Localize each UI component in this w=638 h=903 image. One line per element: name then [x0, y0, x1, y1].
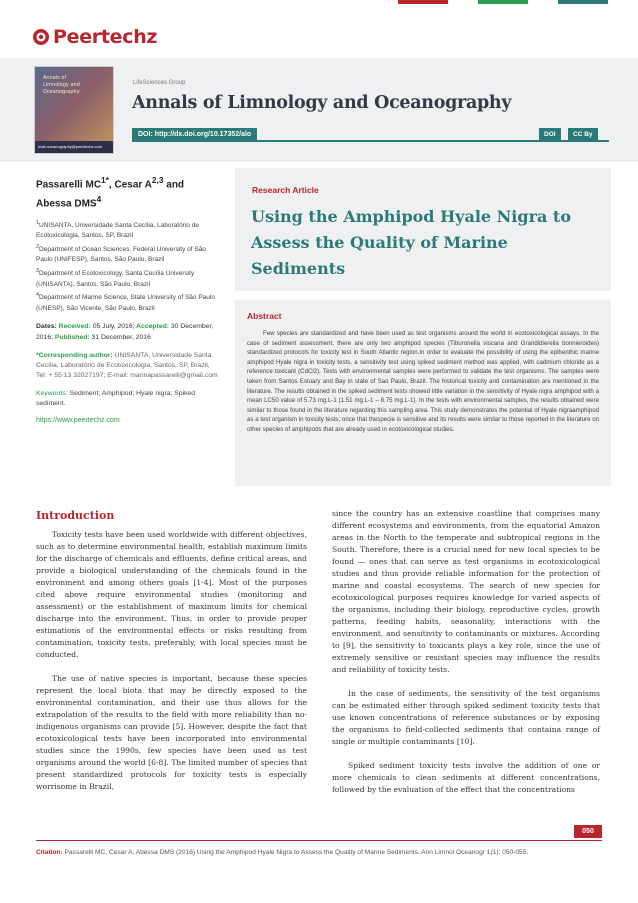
footer-divider: [36, 840, 602, 841]
affiliations: [36, 218, 220, 315]
journal-title: Annals of Limnology and Oceanography: [132, 93, 512, 113]
page-number: 050: [574, 825, 602, 838]
introduction-heading: Introduction: [36, 509, 115, 522]
affiliation-1-text: UNISANTA, Universidade Santa Cecília, Laboratório de Ecotoxicologia, Santos, SP, Brazil: [36, 221, 199, 240]
affiliation-3-num: 3: [36, 267, 40, 274]
author-2: , Cesar A: [108, 179, 152, 191]
top-bar-teal-block: [558, 0, 608, 4]
affiliation-1-num: 1: [36, 219, 40, 226]
journal-cover-image: [34, 66, 114, 154]
citation-label: Citation:: [36, 849, 63, 856]
affiliation-2-text: Department of Ocean Sciences. Federal University of São Paulo (UNIFESP), Santos, São Paulo, Brazil: [36, 245, 206, 264]
journal-doi-link[interactable]: DOI: http://dx.doi.org/10.17352/alo: [132, 128, 257, 142]
corresponding-author: [36, 351, 220, 381]
peertechz-logo-icon: [32, 28, 50, 46]
top-color-bar: [0, 0, 638, 4]
article-title: Using the Amphipod Hyale Nigra to Assess the Quality of Marine Sediments: [251, 207, 571, 278]
author-1-sup: 1*: [101, 175, 109, 185]
citation-footer: [36, 848, 602, 858]
affiliation-2-num: 2: [36, 243, 40, 250]
abstract-heading: Abstract: [247, 311, 282, 321]
cover-line-1: Annals of: [43, 75, 67, 81]
body-paragraph: In the case of sediments, the sensitivity of the test organisms can be estimated either through spiked sediment toxicity tests that use known concentrations of reference substances or by exposing the organisms to field-collected sediments that containa range of single or multiple contaminants [10].: [332, 689, 600, 746]
body-column-left: [36, 510, 307, 793]
website-link[interactable]: https://www.peertechz.com: [36, 417, 120, 425]
affiliation-1: [36, 218, 220, 242]
corresponding-label: *Corresponding author:: [36, 352, 113, 360]
doi-bar: [132, 128, 609, 142]
affiliation-4-num: 4: [36, 292, 40, 299]
author-3: Abessa DMS: [36, 198, 97, 210]
dates-label: Dates:: [36, 323, 57, 331]
cover-strip-text: mail.oceanography@peertechz.com: [38, 144, 103, 149]
affiliation-3: [36, 266, 220, 290]
accepted-date: 30 December, 2016;: [36, 323, 214, 341]
cover-strip: [35, 141, 113, 153]
peertechz-logo[interactable]: [32, 26, 157, 48]
received-date: 05 July, 2016;: [92, 323, 135, 331]
keywords: [36, 389, 220, 409]
body-column-right: [332, 508, 600, 796]
received-label: Received:: [58, 323, 91, 331]
published-label: Published:: [54, 333, 90, 341]
cover-line-2: Limnology and: [43, 82, 80, 88]
article-type: Research Article: [252, 185, 319, 195]
author-list: [36, 173, 220, 212]
doi-badge[interactable]: DOI: [539, 128, 561, 142]
body-paragraph: since the country has an extensive coastline that comprises many different ecosystems and environments, from the equatorial Amazon areas in the North to the temperate and subtropical regions in the South. Therefore, there is a crucial need for new local species to be found — ones that can serve as test organisms in ecotoxicological studies and thus provide reliable information for the protection of marine and coastal ecosystems. The search of new species for ecotoxicological purposes requires knowledge for varied aspects of the organisms, including their biology, reproductive cycles, growth patterns, feeding habits, seasonality, interactions with the environment, and sensitivity to contaminants or mixtures. According to [9], the sensitivity to toxicants plays a key role, since the use of extremely sensitive or resistant species may influence the results and reliability of toxicity tests.: [332, 509, 600, 674]
author-and: and: [163, 179, 185, 191]
logo-text: Peertechz: [53, 26, 158, 48]
affiliation-3-text: Department of Ecotoxicology. Santa Cecília University (UNISANTA), Santos, São Paulo, Brazil: [36, 270, 195, 288]
body-paragraph: Spiked sediment toxicity tests involve the addition of one or more chemicals to clean sediments at different concentrations, followed by the evaluation of the effect that the concentrations: [332, 761, 600, 794]
keywords-text: Sediment; Amphipod; Hyale nigra; Spiked sediment.: [36, 390, 196, 408]
published-date: 31 December, 2016: [91, 333, 151, 341]
article-info-column: [36, 173, 220, 424]
author-3-sup: 4: [96, 194, 102, 205]
accepted-label: Accepted:: [136, 323, 170, 331]
cc-by-badge[interactable]: CC By: [568, 128, 598, 142]
author-1: Passarelli MC: [36, 179, 102, 191]
cover-line-3: Oceanography: [43, 89, 80, 95]
keywords-label: Keywords:: [36, 390, 68, 398]
body-paragraph: The use of native species is important, because these species represent the local biota that may be directly exposed to the environmental contamination, and their use thus allows for the extrapolation of the results to the field with more reliability than no-indigenous organisms can provide [5]. However, despite the fact that ecotoxicological tests have been incorporated into environmental studies since the 1990s, few species have been used as test organisms around the world [6-8]. The limited number of species that present standardized protocols for toxicity tests is especially worrisome in Brazil,: [36, 674, 307, 791]
author-2-sup: 2,3: [151, 175, 164, 185]
corresponding-text: UNISANTA, Universidade Santa Cecília, Laboratório de Ecotoxicologia, Santos, SP, Brazil, Tel: + 55 13 32027197; E-mail: marinapassarelli@gmail.com: [36, 352, 218, 380]
top-bar-green-block: [478, 0, 528, 4]
affiliation-4-text: Department of Marine Science, State University of São Paulo (UNESP), São Vicente, São Paulo, Brazil: [36, 294, 215, 312]
publisher-group: LifeSciences Group: [133, 80, 186, 86]
affiliation-2: [36, 242, 220, 266]
body-paragraph: Toxicity tests have been used worldwide with different objectives, such as to determine environmental health, establish maximum limits for the discharge of chemicals and effluents, define critical areas, and provide a biological understanding of the chemicals found in the environment and among others goals [1-4]. Most of the purposes cited above require environmental studies (monitoring and assessment) or the establishment of maximum limits for chemical discharge into the environment. Thus, in order to provide proper estimations of the environmental effects or risks resulting from contamination, toxicity tests, preferably, with local species must be conducted.: [36, 530, 307, 659]
affiliation-4: [36, 290, 220, 314]
top-bar-red-block: [398, 0, 448, 4]
abstract-text: Few species are standardized and have been used as test organisms around the world in ecotoxicological assays. In the case of sediment assessment, there are only two amphipod species (Tiburonella viscana and Grandidierella bonnieroides) standardized protocols for toxicity test in South Atlantic region.In order to evaluate the possibility of using the epibenthic marine amphipod Hyale nigra in toxicity tests, a sensitivity test using spiked sediment method was applied, with cadmium chloride as a reference toxicant (CdCl2). Tests with environmental samples were performed to validate the test organisms. The samples were taken from Santos Estuary and Bay in state of Sao Paulo, Brazil. The historical toxicity and contamination are mentioned in the literature. The results obtained in the spiked sediment tests showed little variation in the sensitivity of Hyale nigra amphipod with a mean LC50 value of 5.73 mg.L-1 (1.51 mg.L-1 – 8.75 mg.L-1). In the tests with environmental samples, the results obtained were similar to those found in the literature regarding this sampling area. This study demonstrates the potential of Hyale nigraamphipod as a test organism in toxicity tests, once that thespecie is sensitive and its results were similar to those reported in the literature on other species of amphipods that are already used in ecotoxicological studies.: [247, 330, 599, 433]
article-dates: [36, 322, 220, 343]
citation-text: Passarelli MC, Cesar A, Abessa DMS (2016) Using the Amphipod Hyale Nigra to Assess the Quality of Marine Sediments. Ann Limnol Oceanogr 1(1): 050-055.: [64, 849, 529, 856]
